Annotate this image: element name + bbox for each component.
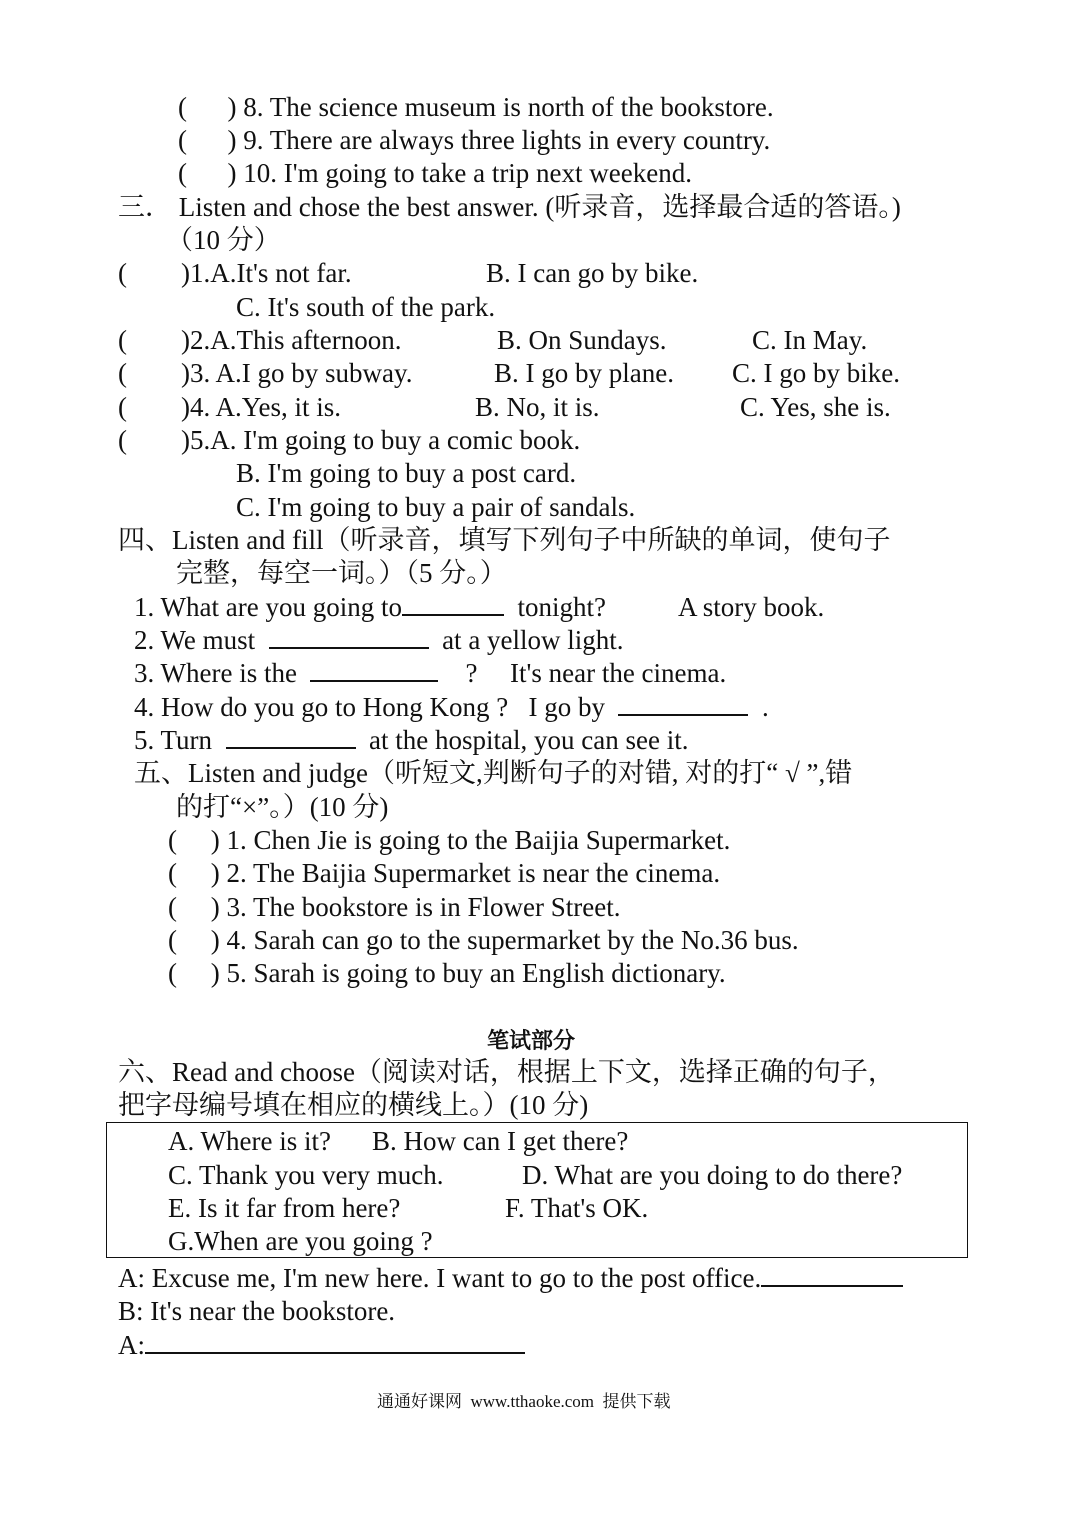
fill-item-3: 3. Where is the ?	[134, 658, 478, 688]
mc-q4-b: B. No, it is.	[475, 392, 600, 422]
dialog-blank-2[interactable]	[145, 1328, 525, 1354]
option-e: E. Is it far from here?	[168, 1193, 401, 1223]
fill-blank-1[interactable]	[402, 590, 504, 616]
mc-q3-a: ( )3. A.I go by subway.	[118, 358, 413, 388]
listen-judge-4: ( ) 4. Sarah can go to the supermarket by the No.36 bus.	[168, 925, 799, 955]
written-part-heading: 笔试部分	[487, 1028, 576, 1053]
mc-q2-c: C. In May.	[752, 325, 868, 355]
option-c: C. Thank you very much.	[168, 1160, 444, 1190]
listen-judge-1: ( ) 1. Chen Jie is going to the Baijia Supermarket.	[168, 825, 731, 855]
mc-q1-c: C. It's south of the park.	[236, 292, 496, 322]
option-b: B. How can I get there?	[372, 1126, 629, 1156]
section3-title: 三． Listen and chose the best answer. (听录音，选择最合适的答语。)	[118, 192, 901, 222]
mc-q2-a: ( )2.A.This afternoon.	[118, 325, 402, 355]
fill-blank-4[interactable]	[618, 690, 748, 716]
footer-text: 通通好课网 www.tthaoke.com 提供下载	[377, 1392, 671, 1411]
dialog-line-1: A: Excuse me, I'm new here. I want to go to the post office.	[118, 1261, 903, 1295]
section6-title: 六、Read and choose（阅读对话，根据上下文，选择正确的句子，	[118, 1057, 895, 1087]
judge-item-10: ( ) 10. I'm going to take a trip next weekend.	[178, 158, 692, 188]
fill-item-2: 2. We must at a yellow light.	[134, 625, 624, 655]
mc-q2-b: B. On Sundays.	[497, 325, 667, 355]
section5-title-cont: 的打“×”。）(10 分)	[176, 792, 389, 822]
listen-judge-2: ( ) 2. The Baijia Supermarket is near the cinema.	[168, 858, 721, 888]
dialog-blank-1[interactable]	[761, 1261, 903, 1287]
mc-q5-c: C. I'm going to buy a pair of sandals.	[236, 492, 636, 522]
dialog-line-3: A:	[118, 1328, 525, 1362]
judge-item-9: ( ) 9. There are always three lights in every country.	[178, 125, 771, 155]
mc-q3-c: C. I go by bike.	[732, 358, 900, 388]
section4-title-cont: 完整，每空一词。）（5 分。）	[176, 558, 507, 588]
section5-title: 五、Listen and judge（听短文,判断句子的对错, 对的打“ √ ”,错	[134, 758, 853, 788]
section6-title-cont: 把字母编号填在相应的横线上。）(10 分)	[118, 1090, 589, 1120]
option-a: A. Where is it?	[168, 1126, 331, 1156]
mc-q3-b: B. I go by plane.	[494, 358, 674, 388]
fill-item-1-answer: A story book.	[678, 592, 825, 622]
mc-q5-b: B. I'm going to buy a post card.	[236, 458, 577, 488]
option-f: F. That's OK.	[505, 1193, 649, 1223]
mc-q1-a: ( )1.A.It's not far.	[118, 258, 352, 288]
fill-blank-5[interactable]	[226, 723, 356, 749]
mc-q5-a: ( )5.A. I'm going to buy a comic book.	[118, 425, 581, 455]
listen-judge-5: ( ) 5. Sarah is going to buy an English dictionary.	[168, 958, 726, 988]
mc-q4-c: C. Yes, she is.	[740, 392, 891, 422]
fill-blank-3[interactable]	[310, 656, 438, 682]
listen-judge-3: ( ) 3. The bookstore is in Flower Street.	[168, 892, 621, 922]
dialog-line-2: B: It's near the bookstore.	[118, 1296, 396, 1326]
fill-item-1: 1. What are you going to tonight?	[134, 592, 606, 622]
mc-q1-b: B. I can go by bike.	[486, 258, 699, 288]
fill-item-5: 5. Turn at the hospital, you can see it.	[134, 725, 689, 755]
option-d: D. What are you doing to do there?	[522, 1160, 903, 1190]
judge-item-8: ( ) 8. The science museum is north of the bookstore.	[178, 92, 774, 122]
fill-item-3-answer: It's near the cinema.	[510, 658, 727, 688]
fill-item-4: 4. How do you go to Hong Kong ? I go by .	[134, 692, 769, 722]
mc-q4-a: ( )4. A.Yes, it is.	[118, 392, 342, 422]
section4-title: 四、Listen and fill（听录音，填写下列句子中所缺的单词，使句子	[118, 525, 891, 555]
section3-score: （10 分）	[166, 225, 281, 255]
fill-blank-2[interactable]	[269, 623, 429, 649]
option-g: G.When are you going ?	[168, 1226, 433, 1256]
